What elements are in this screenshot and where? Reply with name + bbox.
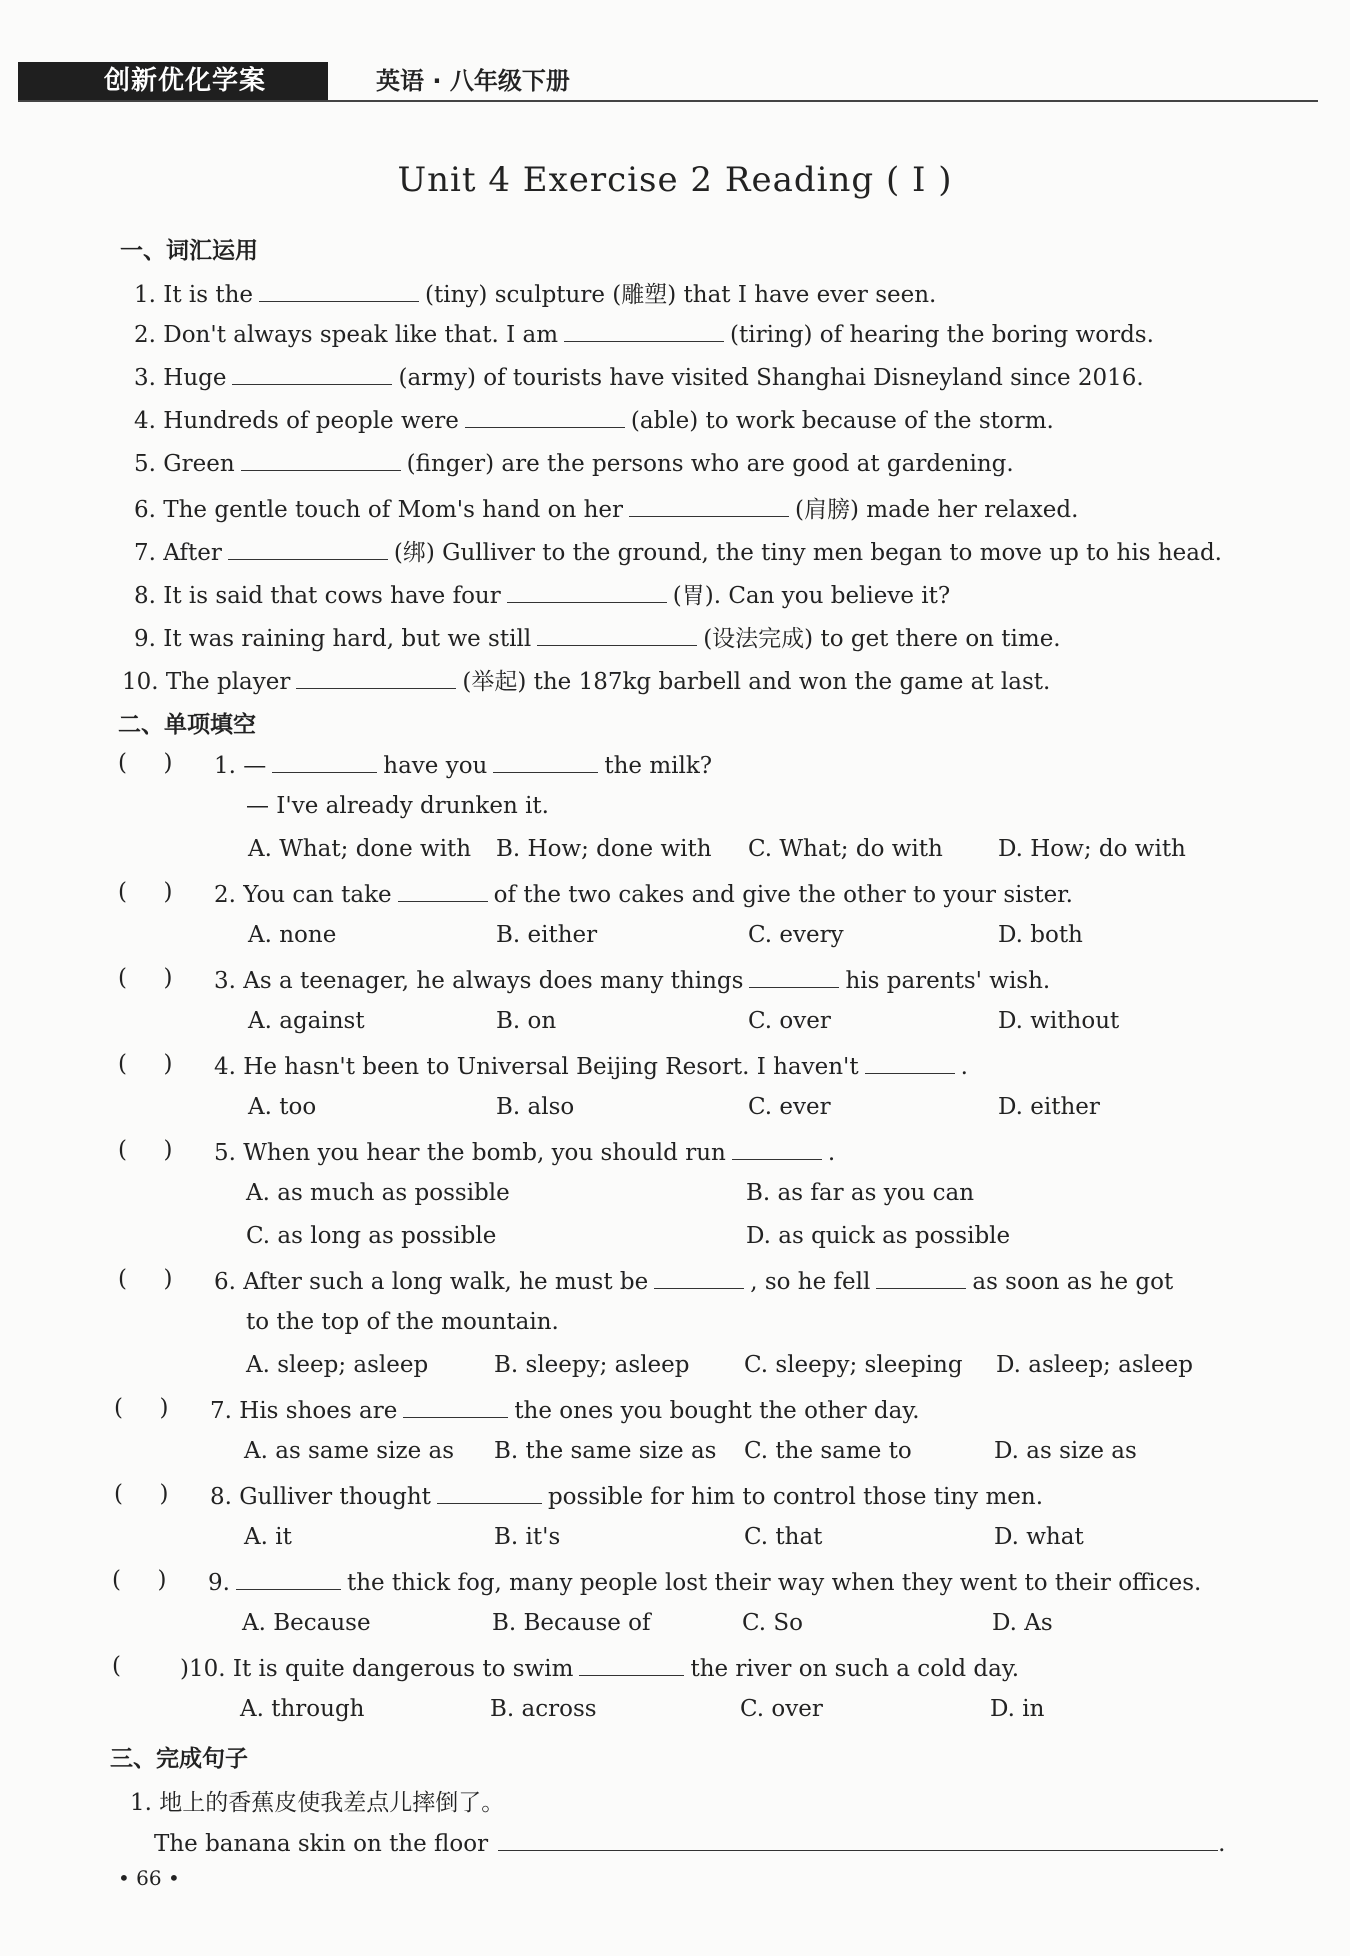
answer-bracket[interactable]: ( ) [114, 1395, 169, 1421]
option-d[interactable]: D. as size as [994, 1438, 1137, 1464]
option-b[interactable]: B. either [496, 922, 598, 948]
page-header [0, 56, 1350, 100]
mc-question-5: 5. When you hear the bomb, you should run . [214, 1137, 835, 1166]
mc-question-4: 4. He hasn't been to Universal Beijing Resort. I haven't . [214, 1051, 968, 1080]
option-c[interactable]: C. every [748, 922, 844, 948]
answer-blank[interactable] [272, 750, 377, 773]
vocab-item-5: 5. Green (finger) are the persons who are good at gardening. [134, 448, 1014, 477]
option-c[interactable]: C. over [740, 1696, 823, 1722]
mc-question-3: 3. As a teenager, he always does many things his parents' wish. [214, 965, 1050, 994]
answer-bracket[interactable]: ( ) [118, 1051, 173, 1077]
answer-blank[interactable] [498, 1828, 1218, 1851]
option-c[interactable]: C. What; do with [748, 836, 943, 862]
option-c[interactable]: C. that [744, 1524, 823, 1550]
answer-blank[interactable] [732, 1137, 822, 1160]
translate-item-1-chinese: 1. 地上的香蕉皮使我差点儿摔倒了。 [130, 1790, 505, 1816]
option-a[interactable]: A. sleep; asleep [246, 1352, 429, 1378]
option-a[interactable]: A. What; done with [248, 836, 472, 862]
answer-blank[interactable] [507, 580, 667, 603]
option-a[interactable]: A. as much as possible [246, 1180, 510, 1206]
answer-blank[interactable] [259, 279, 419, 302]
page-title: Unit 4 Exercise 2 Reading ( Ⅰ ) [397, 160, 953, 200]
answer-bracket[interactable]: ( ) [118, 750, 173, 776]
answer-blank[interactable] [403, 1395, 508, 1418]
option-b[interactable]: B. on [496, 1008, 557, 1034]
vocab-item-8: 8. It is said that cows have four (胃). Can you believe it? [134, 577, 950, 610]
section-3-title: 三、完成句子 [110, 1746, 248, 1772]
vocab-item-10: 10. The player (举起) the 187kg barbell and won the game at last. [122, 663, 1050, 696]
answer-blank[interactable] [493, 750, 598, 773]
answer-blank[interactable] [629, 494, 789, 517]
answer-bracket[interactable]: ( ) [118, 1137, 173, 1163]
answer-bracket[interactable]: ( ) [118, 1266, 173, 1292]
page-number: • 66 • [118, 1866, 180, 1890]
mc-question-8: 8. Gulliver thought possible for him to control those tiny men. [210, 1481, 1043, 1510]
translate-item-1-english: The banana skin on the floor . [154, 1828, 1225, 1857]
answer-blank[interactable] [865, 1051, 955, 1074]
answer-blank[interactable] [232, 362, 392, 385]
section-1-title: 一、词汇运用 [120, 238, 258, 264]
option-d[interactable]: D. as quick as possible [746, 1223, 1011, 1249]
answer-blank[interactable] [749, 965, 839, 988]
option-a[interactable]: A. against [248, 1008, 365, 1034]
mc-question-6-continuation: to the top of the mountain. [246, 1309, 559, 1335]
answer-bracket[interactable]: ( [112, 1653, 165, 1679]
option-d[interactable]: D. what [994, 1524, 1084, 1550]
answer-bracket[interactable]: ( ) [112, 1567, 167, 1593]
answer-bracket[interactable]: ( ) [118, 965, 173, 991]
brand-logo [18, 62, 328, 100]
option-b[interactable]: B. also [496, 1094, 575, 1120]
mc-question-1: 1. — have you the milk? [214, 750, 712, 779]
option-d[interactable]: D. asleep; asleep [996, 1352, 1193, 1378]
option-c[interactable]: C. sleepy; sleeping [744, 1352, 963, 1378]
option-a[interactable]: A. too [248, 1094, 317, 1120]
answer-blank[interactable] [654, 1266, 744, 1289]
answer-blank[interactable] [465, 405, 625, 428]
mc-question-6: 6. After such a long walk, he must be , so he fell as soon as he got [214, 1266, 1173, 1295]
option-a[interactable]: A. Because [242, 1610, 371, 1636]
mc-question-9: 9. the thick fog, many people lost their way when they went to their offices. [208, 1567, 1201, 1596]
answer-blank[interactable] [296, 666, 456, 689]
answer-blank[interactable] [876, 1266, 966, 1289]
option-a[interactable]: A. none [248, 922, 337, 948]
option-c[interactable]: C. as long as possible [246, 1223, 497, 1249]
option-c[interactable]: C. So [742, 1610, 804, 1636]
section-2-title: 二、单项填空 [118, 712, 256, 738]
answer-blank[interactable] [537, 623, 697, 646]
option-b[interactable]: B. How; done with [496, 836, 712, 862]
option-a[interactable]: A. as same size as [244, 1438, 455, 1464]
header-divider [18, 100, 1318, 102]
option-b[interactable]: B. the same size as [494, 1438, 717, 1464]
mc-question-2: 2. You can take of the two cakes and give the other to your sister. [214, 879, 1073, 908]
vocab-item-2: 2. Don't always speak like that. I am (tiring) of hearing the boring words. [134, 319, 1154, 348]
subject-label: 英语 · 八年级下册 [376, 67, 570, 95]
option-d[interactable]: D. As [992, 1610, 1053, 1636]
mc-question-10: )10. It is quite dangerous to swim the river on such a cold day. [180, 1653, 1019, 1682]
vocab-item-6: 6. The gentle touch of Mom's hand on her (肩膀) made her relaxed. [134, 491, 1078, 524]
mc-question-1-reply: — I've already drunken it. [246, 793, 549, 819]
answer-blank[interactable] [437, 1481, 542, 1504]
option-b[interactable]: B. sleepy; asleep [494, 1352, 690, 1378]
option-d[interactable]: D. How; do with [998, 836, 1186, 862]
answer-blank[interactable] [398, 879, 488, 902]
vocab-item-4: 4. Hundreds of people were (able) to work because of the storm. [134, 405, 1054, 434]
answer-blank[interactable] [228, 537, 388, 560]
answer-blank[interactable] [579, 1653, 684, 1676]
answer-blank[interactable] [241, 448, 401, 471]
vocab-item-1: 1. It is the (tiny) sculpture (雕塑) that I have ever seen. [134, 276, 936, 309]
vocab-item-3: 3. Huge (army) of tourists have visited Shanghai Disneyland since 2016. [134, 362, 1144, 391]
mc-question-7: 7. His shoes are the ones you bought the other day. [210, 1395, 920, 1424]
option-d[interactable]: D. both [998, 922, 1083, 948]
option-a[interactable]: A. it [244, 1524, 292, 1550]
vocab-item-9: 9. It was raining hard, but we still (设法完成) to get there on time. [134, 620, 1061, 653]
option-b[interactable]: B. across [490, 1696, 597, 1722]
brand-text: 创新优化学案 [104, 66, 267, 96]
option-a[interactable]: A. through [240, 1696, 365, 1722]
option-b[interactable]: B. Because of [492, 1610, 651, 1636]
option-c[interactable]: C. ever [748, 1094, 831, 1120]
vocab-item-7: 7. After (绑) Gulliver to the ground, the tiny men began to move up to his head. [134, 534, 1222, 567]
answer-bracket[interactable]: ( ) [114, 1481, 169, 1507]
answer-blank[interactable] [564, 319, 724, 342]
option-d[interactable]: D. either [998, 1094, 1100, 1120]
option-d[interactable]: D. without [998, 1008, 1120, 1034]
option-d[interactable]: D. in [990, 1696, 1045, 1722]
option-c[interactable]: C. the same to [744, 1438, 912, 1464]
answer-bracket[interactable]: ( ) [118, 879, 173, 905]
option-b[interactable]: B. as far as you can [746, 1180, 975, 1206]
option-c[interactable]: C. over [748, 1008, 831, 1034]
option-b[interactable]: B. it's [494, 1524, 561, 1550]
answer-blank[interactable] [236, 1567, 341, 1590]
